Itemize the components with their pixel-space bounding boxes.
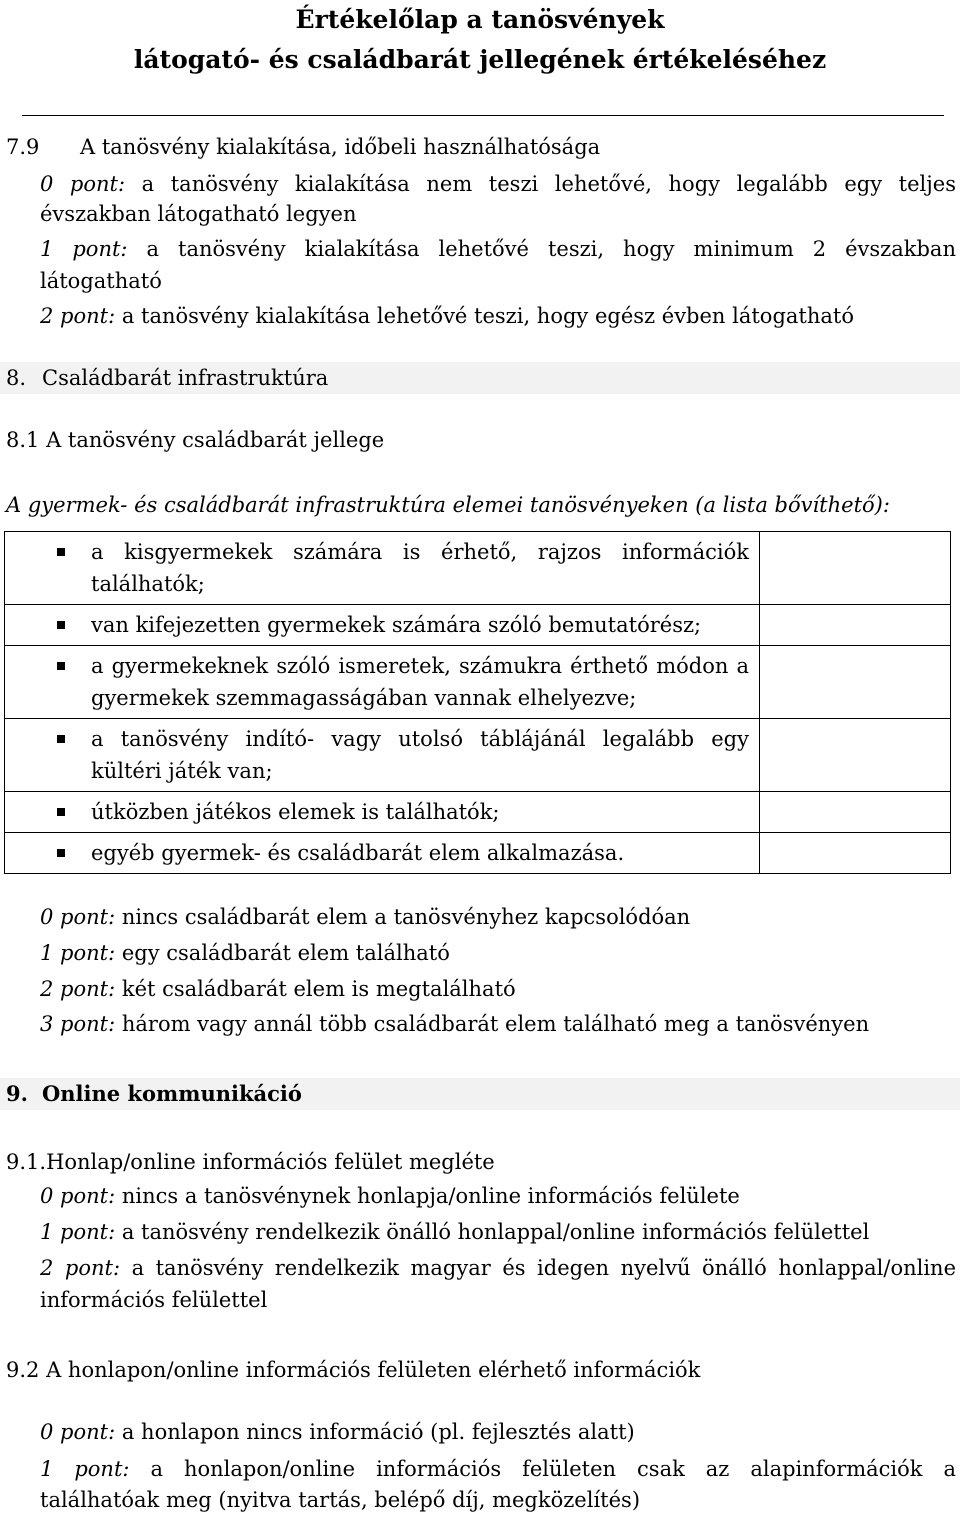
s91-score-0 bbox=[40, 1180, 740, 1212]
s79-score-1-line-2: látogatható bbox=[40, 269, 162, 293]
checklist-item-text: van kifejezetten gyermekek számára szóló bemutatórész; bbox=[91, 613, 702, 637]
score-label: 3 pont: bbox=[40, 1012, 116, 1036]
checklist-intro: A gyermek- és családbarát infrastruktúra elemei tanösvényeken (a lista bővíthető): bbox=[6, 493, 890, 517]
score-text: nincs családbarát elem a tanösvényhez kapcsolódóan bbox=[121, 905, 691, 929]
square-bullet-icon bbox=[57, 808, 65, 816]
section-8-number: 8. bbox=[6, 366, 27, 390]
score-text: a honlapon nincs információ (pl. fejlesztés alatt) bbox=[121, 1420, 635, 1444]
table-row bbox=[5, 833, 951, 874]
score-text: egy családbarát elem található bbox=[121, 941, 450, 965]
section-9-title: Online kommunikáció bbox=[42, 1081, 302, 1106]
score-text: a tanösvény kialakítása nem teszi lehetővé, hogy legalább egy teljes bbox=[141, 172, 956, 196]
section-9-1-heading: 9.1.Honlap/online információs felület megléte bbox=[6, 1150, 495, 1174]
score-text: három vagy annál több családbarát elem található meg a tanösvényen bbox=[121, 1012, 870, 1036]
section-9-heading bbox=[0, 1078, 960, 1110]
page-title-line-1: Értékelőlap a tanösvények bbox=[295, 5, 665, 34]
checklist-item-cell bbox=[5, 792, 760, 833]
checklist-item-text: útközben játékos elemek is találhatók; bbox=[91, 800, 500, 824]
table-row bbox=[5, 532, 951, 605]
score-label: 0 pont: bbox=[40, 1420, 116, 1444]
checklist-score-box[interactable] bbox=[760, 605, 951, 646]
s91-score-1 bbox=[40, 1216, 869, 1248]
checklist-score-box[interactable] bbox=[760, 792, 951, 833]
checklist-score-box[interactable] bbox=[760, 646, 951, 719]
s8-score-3 bbox=[40, 1008, 869, 1040]
s8-score-1 bbox=[40, 937, 450, 969]
score-label: 0 pont: bbox=[40, 905, 116, 929]
score-text: a tanösvény kialakítása lehetővé teszi, hogy minimum 2 évszakban bbox=[146, 237, 956, 261]
score-label: 1 pont: bbox=[40, 941, 116, 965]
square-bullet-icon bbox=[57, 548, 65, 556]
section-8-heading bbox=[0, 362, 960, 394]
checklist-item-cell bbox=[5, 719, 760, 792]
section-9-number: 9. bbox=[6, 1081, 28, 1106]
score-text: a honlapon/online információs felületen csak az alapinformációk a bbox=[150, 1457, 956, 1481]
checklist-score-box[interactable] bbox=[760, 833, 951, 874]
score-label: 2 pont: bbox=[40, 977, 116, 1001]
checklist-item-cell bbox=[5, 646, 760, 719]
square-bullet-icon bbox=[57, 662, 65, 670]
table-row bbox=[5, 719, 951, 792]
score-label: 1 pont: bbox=[40, 1220, 116, 1244]
checklist-score-box[interactable] bbox=[760, 532, 951, 605]
table-row bbox=[5, 646, 951, 719]
square-bullet-icon bbox=[57, 849, 65, 857]
checklist-item-text: a kisgyermekek számára is érhető, rajzos információk találhatók; bbox=[91, 540, 749, 596]
score-text: a tanösvény rendelkezik magyar és idegen nyelvű önálló honlappal/online bbox=[131, 1256, 956, 1280]
s79-score-2 bbox=[40, 300, 854, 332]
score-label: 0 pont: bbox=[40, 172, 126, 196]
s92-score-0 bbox=[40, 1416, 635, 1448]
s8-score-0 bbox=[40, 901, 690, 933]
s91-score-2-line-1 bbox=[40, 1252, 956, 1284]
score-text: a tanösvény kialakítása lehetővé teszi, hogy egész évben látogatható bbox=[121, 304, 854, 328]
s79-score-0-line-1 bbox=[40, 168, 956, 200]
section-7-9-number: 7.9 bbox=[6, 135, 40, 159]
s79-score-0-line-2: évszakban látogatható legyen bbox=[40, 202, 357, 226]
section-8-1-heading: 8.1 A tanösvény családbarát jellege bbox=[6, 428, 385, 452]
s79-score-1-line-1 bbox=[40, 233, 956, 265]
checklist-item-cell bbox=[5, 605, 760, 646]
section-8-title: Családbarát infrastruktúra bbox=[42, 366, 329, 390]
checklist-item-text: egyéb gyermek- és családbarát elem alkalmazása. bbox=[91, 841, 625, 865]
score-text: két családbarát elem is megtalálható bbox=[121, 977, 516, 1001]
table-row bbox=[5, 605, 951, 646]
checklist-item-text: a tanösvény indító- vagy utolsó táblájánál legalább egy kültéri játék van; bbox=[91, 727, 749, 783]
score-label: 0 pont: bbox=[40, 1184, 116, 1208]
checklist-score-box[interactable] bbox=[760, 719, 951, 792]
score-label: 1 pont: bbox=[40, 237, 128, 261]
score-text: nincs a tanösvénynek honlapja/online információs felülete bbox=[121, 1184, 740, 1208]
section-9-2-heading: 9.2 A honlapon/online információs felületen elérhető információk bbox=[6, 1358, 701, 1382]
family-friendly-checklist-table bbox=[4, 531, 951, 874]
square-bullet-icon bbox=[57, 621, 65, 629]
page-title-line-2: látogató- és családbarát jellegének értékeléséhez bbox=[133, 45, 827, 74]
score-label: 2 pont: bbox=[40, 304, 116, 328]
checklist-item-text: a gyermekeknek szóló ismeretek, számukra érthető módon a gyermekek szemmagasságában vannak elhelyezve; bbox=[91, 654, 749, 710]
score-label: 1 pont: bbox=[40, 1457, 130, 1481]
score-label: 2 pont: bbox=[40, 1256, 121, 1280]
table-row bbox=[5, 792, 951, 833]
section-7-9-title: A tanösvény kialakítása, időbeli használhatósága bbox=[80, 135, 601, 159]
score-text: a tanösvény rendelkezik önálló honlappal/online információs felülettel bbox=[121, 1220, 870, 1244]
square-bullet-icon bbox=[57, 735, 65, 743]
title-divider bbox=[22, 115, 944, 116]
s92-score-1-line-1 bbox=[40, 1453, 956, 1485]
checklist-item-cell bbox=[5, 833, 760, 874]
checklist-item-cell bbox=[5, 532, 760, 605]
s91-score-2-line-2: információs felülettel bbox=[40, 1288, 268, 1312]
s92-score-1-line-2: találhatóak meg (nyitva tartás, belépő díj, megközelítés) bbox=[40, 1488, 641, 1512]
s8-score-2 bbox=[40, 973, 516, 1005]
